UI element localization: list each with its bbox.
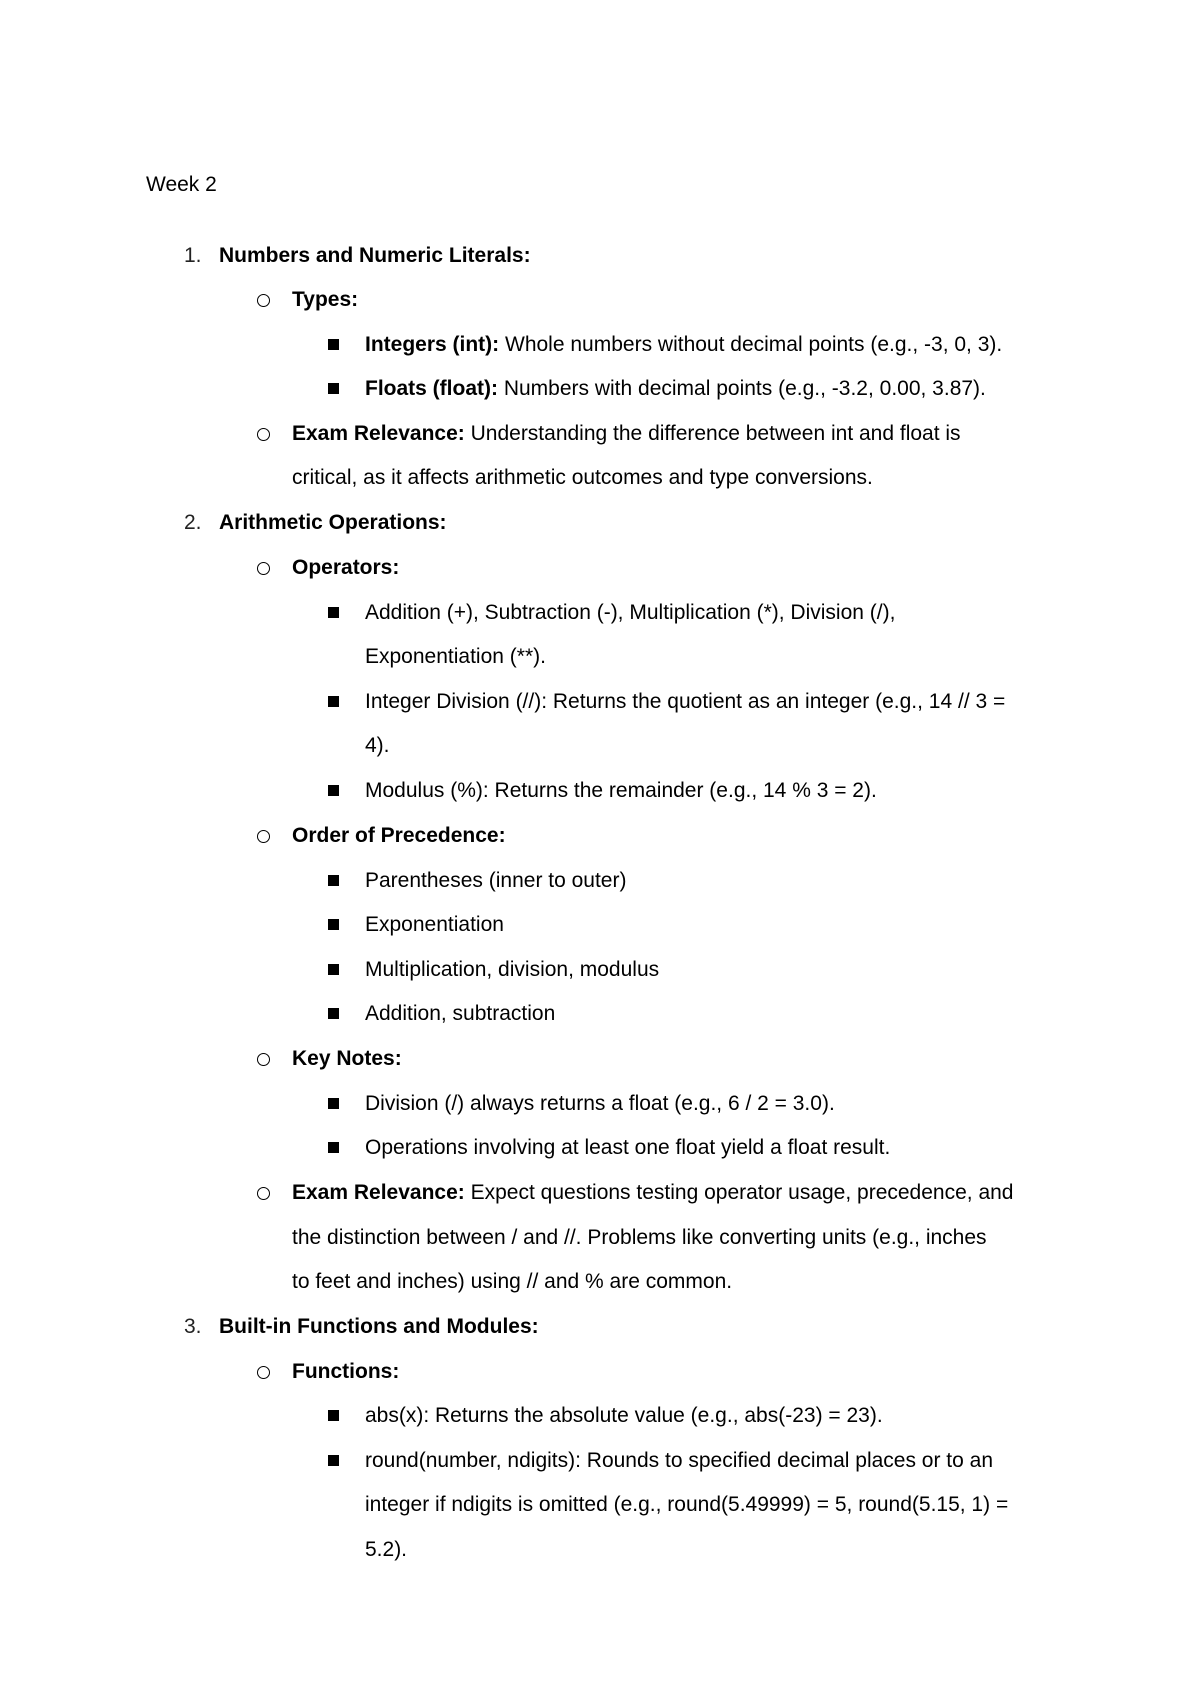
section-number: 3. <box>184 1315 202 1338</box>
list-item-continuation: to feet and inches) using // and % are common. <box>292 1270 733 1293</box>
list-item: Operators: <box>292 556 400 579</box>
section-heading: Arithmetic Operations: <box>219 511 447 534</box>
section-heading: Built-in Functions and Modules: <box>219 1315 539 1338</box>
list-item-continuation: 4). <box>365 734 390 757</box>
square-bullet-icon <box>328 1142 339 1153</box>
square-bullet-icon <box>328 1098 339 1109</box>
list-item: Exam Relevance: Expect questions testing operator usage, precedence, and <box>292 1181 1014 1204</box>
square-bullet-icon <box>328 875 339 886</box>
list-item-continuation: the distinction between / and //. Problems like converting units (e.g., inches <box>292 1226 987 1249</box>
list-item: Exponentiation <box>365 913 504 936</box>
page-title: Week 2 <box>146 173 217 196</box>
list-item: Modulus (%): Returns the remainder (e.g., 14 % 3 = 2). <box>365 779 877 802</box>
list-item: Integers (int): Whole numbers without decimal points (e.g., -3, 0, 3). <box>365 333 1003 356</box>
hollow-bullet-icon <box>257 294 270 307</box>
hollow-bullet-icon <box>257 830 270 843</box>
section-heading: Numbers and Numeric Literals: <box>219 244 531 267</box>
list-item: round(number, ndigits): Rounds to specified decimal places or to an <box>365 1449 994 1472</box>
list-item-continuation: integer if ndigits is omitted (e.g., round(5.49999) = 5, round(5.15, 1) = <box>365 1493 1009 1516</box>
hollow-bullet-icon <box>257 562 270 575</box>
hollow-bullet-icon <box>257 1187 270 1200</box>
square-bullet-icon <box>328 785 339 796</box>
square-bullet-icon <box>328 1410 339 1421</box>
square-bullet-icon <box>328 1455 339 1466</box>
list-item: Types: <box>292 288 359 311</box>
hollow-bullet-icon <box>257 1366 270 1379</box>
list-item: Key Notes: <box>292 1047 402 1070</box>
square-bullet-icon <box>328 964 339 975</box>
square-bullet-icon <box>328 607 339 618</box>
list-item: Parentheses (inner to outer) <box>365 869 627 892</box>
list-item: Order of Precedence: <box>292 824 506 847</box>
list-item-continuation: Exponentiation (**). <box>365 645 546 668</box>
square-bullet-icon <box>328 919 339 930</box>
square-bullet-icon <box>328 1008 339 1019</box>
list-item: Addition, subtraction <box>365 1002 556 1025</box>
section-number: 1. <box>184 244 202 267</box>
hollow-bullet-icon <box>257 428 270 441</box>
section-number: 2. <box>184 511 202 534</box>
square-bullet-icon <box>328 339 339 350</box>
square-bullet-icon <box>328 696 339 707</box>
list-item: Operations involving at least one float yield a float result. <box>365 1136 891 1159</box>
square-bullet-icon <box>328 383 339 394</box>
list-item: Exam Relevance: Understanding the difference between int and float is <box>292 422 961 445</box>
list-item: Functions: <box>292 1360 400 1383</box>
list-item: Division (/) always returns a float (e.g., 6 / 2 = 3.0). <box>365 1092 835 1115</box>
list-item: Floats (float): Numbers with decimal points (e.g., -3.2, 0.00, 3.87). <box>365 377 986 400</box>
list-item-continuation: 5.2). <box>365 1538 408 1561</box>
hollow-bullet-icon <box>257 1053 270 1066</box>
list-item: Addition (+), Subtraction (-), Multiplication (*), Division (/), <box>365 601 896 624</box>
list-item: Multiplication, division, modulus <box>365 958 660 981</box>
list-item-continuation: critical, as it affects arithmetic outcomes and type conversions. <box>292 466 873 489</box>
list-item: abs(x): Returns the absolute value (e.g., abs(-23) = 23). <box>365 1404 883 1427</box>
list-item: Integer Division (//): Returns the quotient as an integer (e.g., 14 // 3 = <box>365 690 1006 713</box>
